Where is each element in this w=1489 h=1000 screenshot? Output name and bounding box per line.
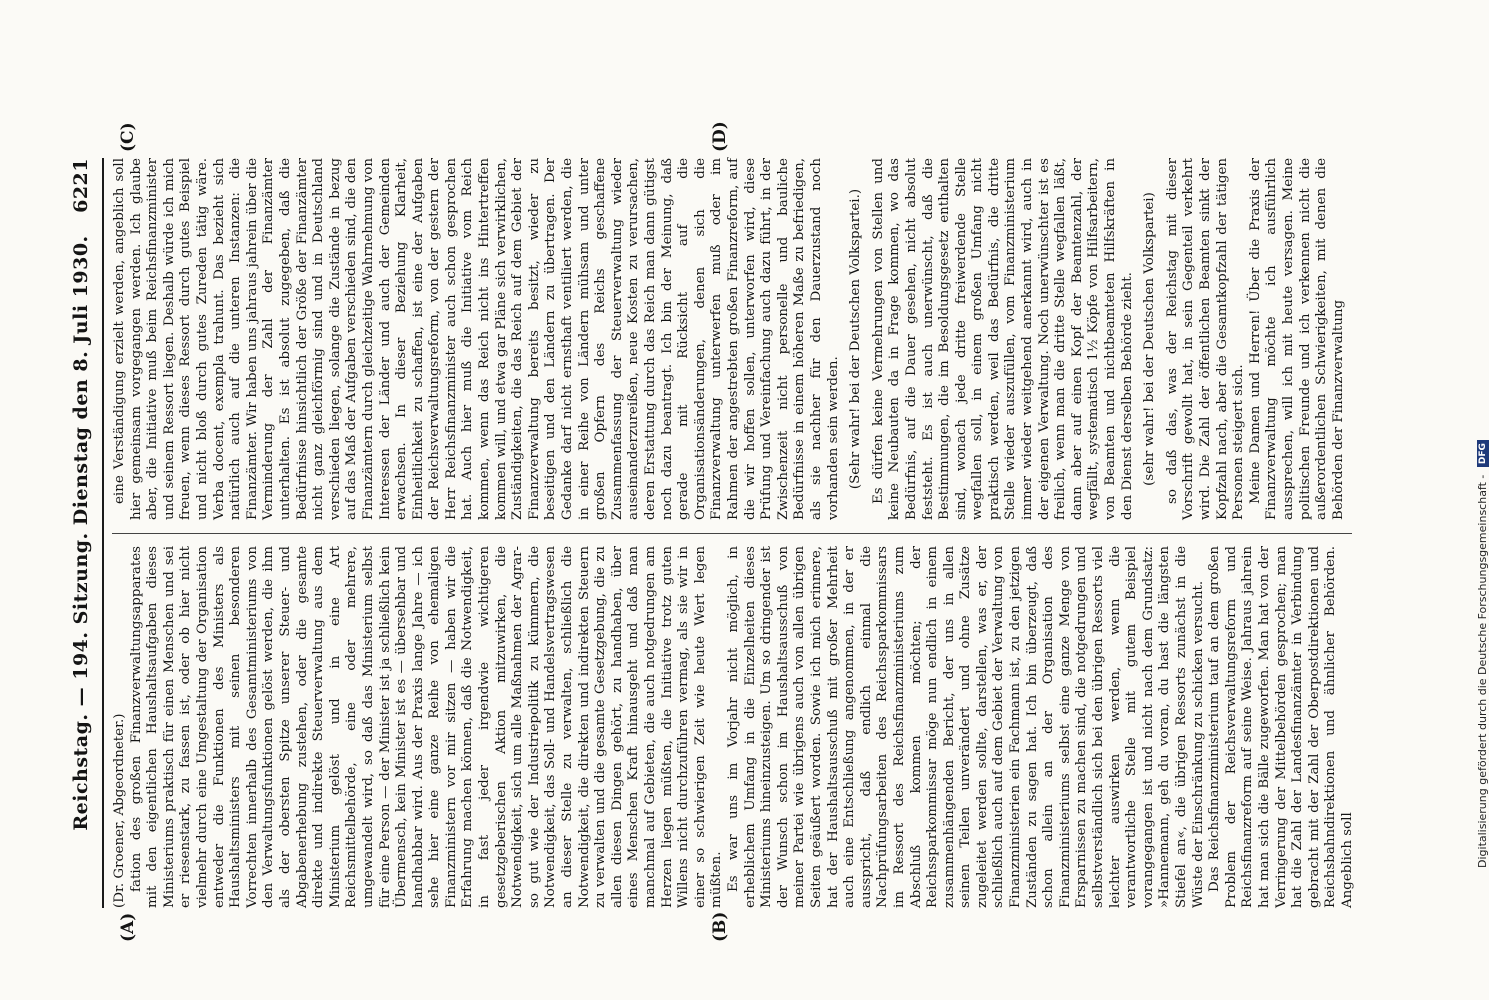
paragraph: (Dr. Groener, Abgeordneter.) <box>112 713 127 908</box>
header-rule <box>102 158 104 908</box>
column-divider <box>112 533 1352 534</box>
footer <box>1476 0 1489 868</box>
header-page-number: 6221 <box>70 158 92 213</box>
paragraph: Das Reichsfinanzministerium tauf an dem großen Problem der Reichsverwaltungsreform und Reichsfinanzreform auf seine Weise. Jahraus jahrein hat man sich die Bälle zugeworfen. Man hat von der Verringerung der Mittelbehörden gesprochen; man hat die Zahl der Landesfinanzämter in Verbindung gebracht mit der Zahl der Oberpostdirektionen und Reichsbahndirektionen und ähnlicher Behörden. Angeblich soll <box>1207 546 1355 908</box>
margin-marker-c: (C) <box>118 122 138 152</box>
paragraph: Meine Damen und Herren! Über die Praxis der Finanzverwaltung möchte ich ausführlich aussprechen, will ich mit heute versagen. Meine politischen Freunde und ich verkennen nicht die außerordentlichen Schwierigkeiten, mit denen die Behörden der Finanzverwaltung <box>1247 158 1346 520</box>
paragraph: so daß das, was der Reichstag mit dieser Vorschrift gewollt hat, in sein Gegenteil verkehrt wird. Die Zahl der öffentlichen Beamten sinkt der Kopfzahl nach, aber die Gesamtkopfzahl der tätigen Personen steigert sich. <box>1164 158 1247 520</box>
page-content <box>70 121 1489 942</box>
dfg-logo: DFG <box>1477 440 1489 467</box>
paragraph: fation des großen Finanzverwaltungsapparates mit den eigentlichen Haushaltsaufgaben dieses Ministeriums praktisch für einen Menschen und sei er riesenstark, zu fassen ist, oder ob hier nicht vielmehr durch eine Umgestaltung der Organisation entweder die Funktionen des Ministers als Haushaltsministers mit seinen besonderen Vorrechten innerhalb des Gesamtministeriums von den Verwaltungsfunktionen gelöst werden, die ihm als der obersten Spitze unserer Steuer- und Abgabenerhebung zustehen, oder die gesamte direkte und indirekte Steuerverwaltung aus dem Ministerium gelöst und in eine Art Reichsmittelbehörde, eine oder mehrere, umgewandelt wird, so daß das Ministerium selbst für eine Person — der Minister ist ja schließlich kein Übermensch, kein Minister ist es — übersehbar und handhabbar wird. Aus der Praxis lange Jahre — ich sehe hier eine ganze Reihe von ehemaligen Finanzministern vor mir sitzen — haben wir die Erfahrung machen können, daß die Notwendigkeit, in fast jeder irgendwie wichtigeren gesetzgeberischen Aktion mitzuwirken, die Notwendigkeit, sich um alle Maßnahmen der Agrar- so gut wie der Industriepolitik zu kümmern, die Notwendigkeit, das Soll- und Handelsvertragswesen an dieser Stelle zu verwalten, schließlich die Notwendigkeit, die direkten und indirekten Steuern zu verwalten und die gesamte Gesetzgebung, die zu allen diesen Dingen gehört, zu handhaben, über eines Menschen Kraft hinausgeht und daß man manchmal auf Gebieten, die auch notgedrungen am Herzen liegen müßten, die Initiative trotz guten Willens nicht durchzuführen vermag, als sie wir in einer so schwierigen Zeit wie heute Wert legen müßten. <box>128 546 725 908</box>
page-header <box>70 158 100 908</box>
header-title: Reichstag. — 194. Sitzung. Dienstag den 8. Juli 1930. <box>70 235 92 831</box>
interjection: (Sehr wahr! bei der Deutschen Volkspartei.) <box>848 188 864 490</box>
paragraph: eine Verständigung erzielt werden, angeblich soll hier gemeinsam vorgegangen werden. Ich glaube aber, die Initiative muß beim Reichsfinanzminister und seinem Ressort liegen. Deshalb würde ich mich freuen, wenn dieses Ressort durch gutes Beispiel und nicht bloß durch gutes Zureden tätig wäre. Verba docent, exempla trahunt. Das bezieht sich natürlich auch auf die unteren Instanzen: die Finanzämter. Wir haben uns jahraus jahrein über die Verminderung der Zahl der Finanzämter unterhalten. Es ist absolut zugegeben, daß die Bedürfnisse hinsichtlich der Größe der Finanzämter nicht ganz gleichförmig sind und in Deutschland verschieden liegen, solange die Zustände in bezug auf das Maß der Aufgaben verschieden sind, die den Finanzämtern durch gleichzeitige Wahrnehmung von Interessen der Länder und auch der Gemeinden erwachsen. In dieser Beziehung Klarheit, Einheitlichkeit zu schaffen, ist eine der Aufgaben der Reichsverwaltungsreform, von der gestern der Herr Reichsfinanzminister auch schon gesprochen hat. Auch hier muß die Initiative vom Reich kommen, wenn das Reich nicht ins Hintertreffen kommen will, und etwa gar Pläne sich verwirklichen, Zuständigkeiten, die das Reich auf dem Gebiet der Finanzverwaltung bereits besitzt, wieder zu beseitigen und den Ländern zu übertragen. Der Gedanke darf nicht ernsthaft ventiliert werden, die in einer Reihe von Ländern mühsam und unter großen Opfern des Reichs geschaffene Zusammenfassung der Steuerverwaltung wieder auseinanderzureißen, neue Kosten zu verursachen, deren Erstattung durch das Reich man dann gütigst noch dazu beantragt. Ich bin der Meinung, daß gerade mit Rücksicht auf die Organisationsänderungen, denen sich die Finanzverwaltung unterwerfen muß oder im Rahmen der angestrebten großen Finanzreform, auf die wir hoffen sollen, unterworfen wird, diese Prüfung und Vereinfachung auch dazu führt, in der Zwischenzeit nicht personelle und bauliche Bedürfnisse in einem höheren Maße zu befriedigen, als sie nachher für den Dauerzustand noch vorhanden sein werden. <box>112 158 841 520</box>
left-column <box>112 546 1362 908</box>
margin-marker-a: (A) <box>118 912 138 942</box>
paragraph: Es war uns im Vorjahr nicht möglich, in erheblichem Umfang in die Einzelheiten dieses Ministeriums hineinzusteigen. Um so dringender ist der Wunsch schon im Haushaltsausschuß von meiner Partei wie übrigens auch von allen übrigen Seiten geäußert worden. Sowie ich mich erinnere, hat der Haushaltsausschuß mit großer Mehrheit auch eine Entschließung angenommen, in der er ausspricht, daß endlich einmal die Nachprüfungsarbeiten des Reichssparkommissars im Ressort des Reichsfinanzministeriums zum Abschluß kommen möchten; der Reichssparkommissar möge nun endlich in einem zusammenhängenden Bericht, der uns in allen seinen Teilen unverändert und ohne Zusätze zugeleitet werden sollte, darstellen, was er, der schließlich auch auf dem Gebiet der Verwaltung von Finanzministerien ein Fachmann ist, zu den jetzigen Zuständen zu sagen hat. Ich bin überzeugt, daß schon allein an der Organisation des Finanzministeriums selbst eine ganze Menge von Ersparnissen zu machen sind, die notgedrungen und selbstverständlich sich bei den übrigen Ressorts viel leichter auswirken werden, wenn die verantwortliche Stelle mit gutem Beispiel vorangegangen ist und nicht nach dem Grundsatz: »Hannemann, geh du voran, du hast die längsten Stiefel an«, die übrigen Ressorts zunächst in die Wüste der Einschränkung zu schicken versucht. <box>725 546 1206 908</box>
paragraph: Es dürfen keine Vermehrungen von Stellen und keine Neubauten da in Frage kommen, wo das Bedürfnis, auf die Dauer gesehen, nicht absolut feststeht. Es ist auch unerwünscht, daß die Bestimmungen, die im Besoldungsgesetz enthalten sind, wonach jede dritte freiwerdende Stelle wegfallen soll, in einem großen Umfang nicht praktisch werden, weil das Bedürfnis, die dritte Stelle wieder auszufüllen, vom Finanzministerium immer wieder weitgehend anerkannt wird, auch in der eigenen Verwaltung. Noch unerwünschter ist es freilich, wenn man die dritte Stelle wegfallen läßt, dann aber auf einen Kopf der Beamtenzahl, der wegfällt, systematisch 1½ Köpfe von Hilfsarbeitern, von Beamten und nichtbeamteten Hilfskräften in den Dienst derselben Behörde zieht. <box>870 158 1135 520</box>
margin-marker-d: (D) <box>710 121 730 152</box>
right-column <box>112 158 1362 520</box>
margin-marker-b: (B) <box>710 911 730 942</box>
footer-credit: Digitalisierung gefördert durch die Deutsche Forschungsgemeinschaft - <box>1476 474 1489 868</box>
interjection: (sehr wahr! bei der Deutschen Volkspartei) <box>1142 192 1158 486</box>
